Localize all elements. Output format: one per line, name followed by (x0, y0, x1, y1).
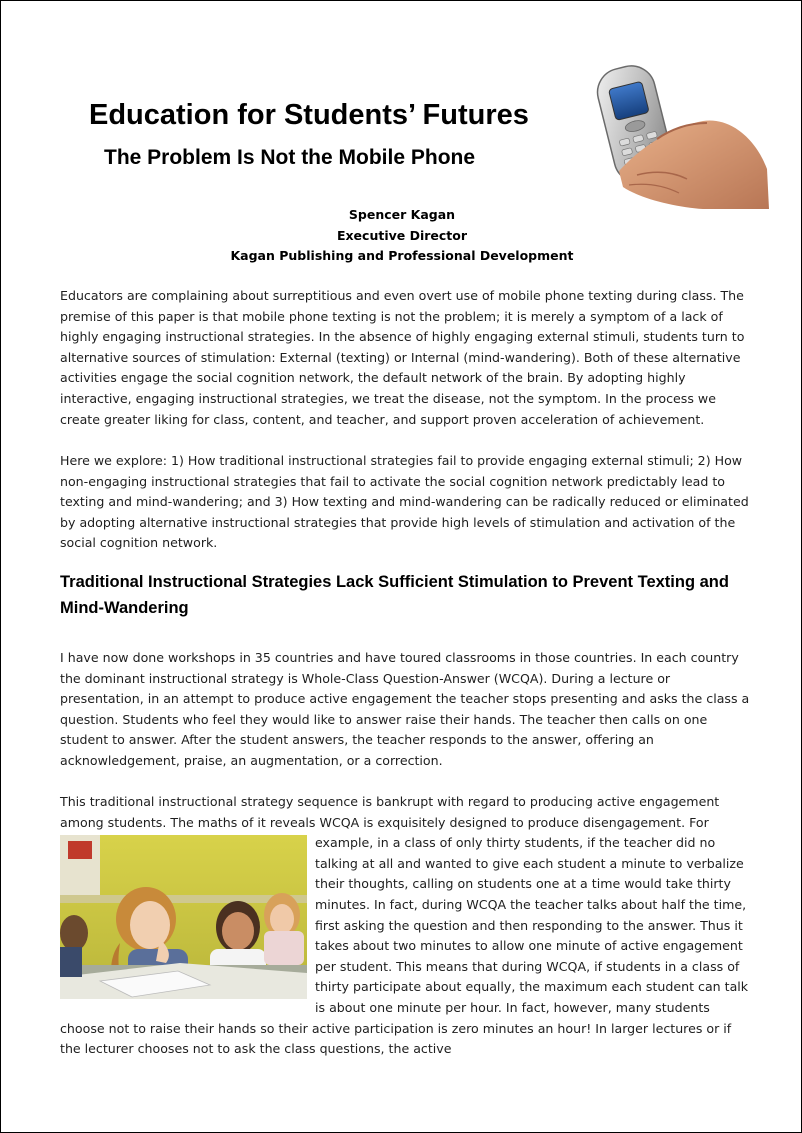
paragraph-maths-intro: This traditional instructional strategy sequence is bankrupt with regard to producing active engagement among students. The maths of it reveals WCQA is exquisitely designed to produce disengagement. (60, 794, 720, 830)
classroom-photo-icon (60, 835, 307, 999)
author-name: Spencer Kagan (348, 207, 456, 222)
document-subtitle: The Problem Is Not the Mobile Phone (104, 146, 476, 169)
author-role: Executive Director (336, 227, 468, 243)
section-heading: Traditional Instructional Strategies Lack Sufficient Stimulation to Prevent Texting and Mind-Wandering (60, 573, 729, 617)
paragraph-maths (60, 792, 750, 1060)
paragraph-intro: Educators are complaining about surreptitious and even overt use of mobile phone texting during class. The premise of this paper is that mobile phone texting is not the problem; it is merely a symptom of a lack of highly engaging instructional strategies. In the absence of highly engaging external stimuli, students turn to alternative sources of stimulation: External (texting) or Internal (mind-wandering). Both of these alternative activities engage the social cognition network, the default network of the brain. By adopting highly interactive, engaging instructional strategies, we treat the disease, not the symptom. In the process we create greater liking for class, content, and teacher, and support proven acceleration of achievement. (60, 288, 745, 427)
document-title: Education for Students’ Futures (89, 99, 529, 131)
author-organization: Kagan Publishing and Professional Development (230, 248, 574, 263)
paragraph-outline: Here we explore: 1) How traditional instructional strategies fail to provide engaging external stimuli; 2) How non-engaging instructional strategies that fail to activate the social cognition network predictably lead to texting and mind-wandering; and 3) How texting and mind-wandering can be radically reduced or eliminated by adopting alternative instructional strategies that provide high levels of stimulation and activation of the social cognition network. (60, 453, 749, 551)
paragraph-wcqa: I have now done workshops in 35 countries and have toured classrooms in those countries. In each country the dominant instructional strategy is Whole-Class Question-Answer (WCQA). During a lecture or presentation, in an attempt to produce active engagement the teacher stops presenting and asks the class a question. Students who feel they would like to answer raise their hands. The teacher then calls on one student to answer. After the student answers, the teacher responds to the answer, offering an acknowledgement, praise, an augmentation, or a correction. (60, 650, 750, 768)
hand-holding-phone-icon (579, 59, 771, 211)
author-block (1, 205, 802, 267)
paragraph-maths-rest: For example, in a class of only thirty students, if the teacher did no talking at all and wanted to give each student a minute to verbalize their thoughts, calling on students one at a time would take thirty minutes. In fact, during WCQA the teacher talks about half the time, first asking the question and then responding to the answer. Thus it takes about two minutes to allow one minute of active engagement per student. This means that during WCQA, if students in a class of thirty participate about equally, the maximum each student can talk is about one minute per hour. In fact, however, many students choose not to raise their hands so their active participation is zero minutes an hour! In larger lectures or if the lecturer chooses not to ask the class questions, the active (60, 814, 749, 1057)
